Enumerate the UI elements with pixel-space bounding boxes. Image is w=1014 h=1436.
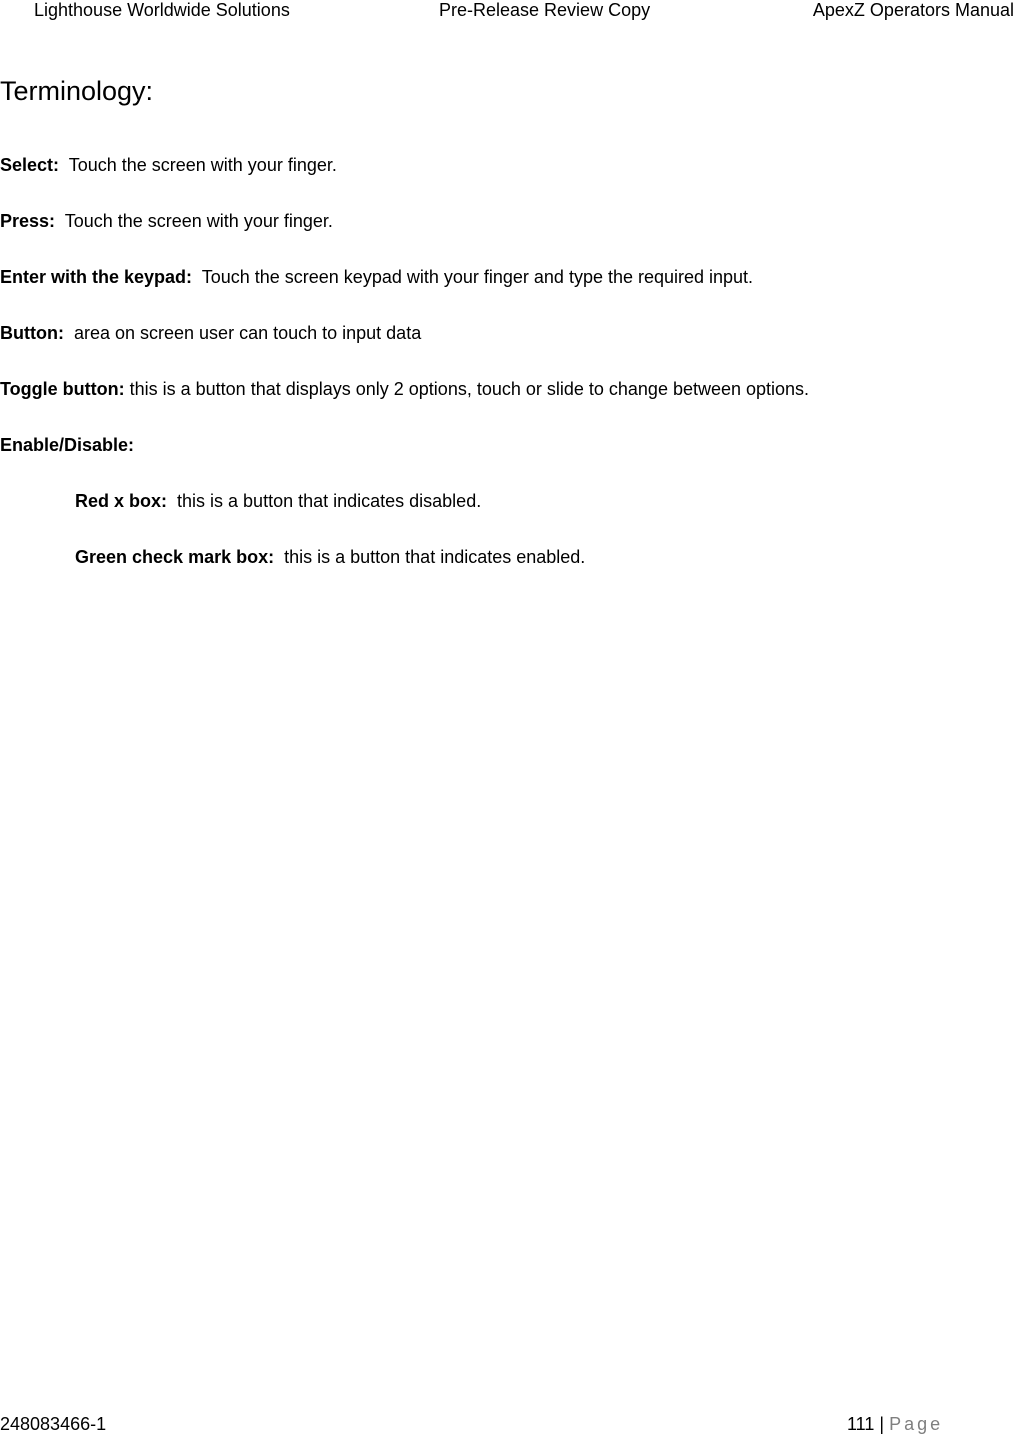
document-number: 248083466-1: [0, 1414, 107, 1434]
term-green-check-box: [75, 546, 585, 568]
term-label: Select:: [0, 155, 60, 175]
header-manual-title: ApexZ Operators Manual: [812, 0, 1014, 20]
page-number: 111: [847, 1414, 875, 1434]
term-definition: this is a button that indicates disabled.: [167, 491, 482, 511]
term-press: [0, 210, 333, 232]
term-definition: Touch the screen with your finger.: [59, 155, 337, 175]
term-toggle-button: [0, 378, 809, 400]
section-title: Terminology:: [0, 76, 154, 106]
term-label: Press:: [0, 211, 56, 231]
page-separator: |: [874, 1414, 890, 1434]
term-label: Red x box:: [75, 491, 168, 511]
page-word: Page: [889, 1414, 944, 1434]
term-label: Enable/Disable:: [0, 435, 135, 455]
header-company: Lighthouse Worldwide Solutions: [34, 0, 290, 20]
term-enter-keypad: [0, 266, 753, 288]
header-review-copy: Pre-Release Review Copy: [439, 0, 651, 20]
term-select: [0, 154, 337, 176]
page-indicator: [847, 1413, 943, 1435]
term-definition: this is a button that displays only 2 options, touch or slide to change between options.: [124, 379, 810, 399]
term-button: [0, 322, 421, 344]
term-label: Green check mark box:: [75, 547, 275, 567]
term-red-x-box: [75, 490, 481, 512]
term-label: Toggle button:: [0, 379, 125, 399]
term-definition: Touch the screen with your finger.: [55, 211, 333, 231]
term-label: Enter with the keypad:: [0, 267, 193, 287]
term-definition: Touch the screen keypad with your finger and type the required input.: [192, 267, 754, 287]
page-header: [0, 0, 1014, 24]
term-definition: area on screen user can touch to input data: [63, 323, 422, 343]
term-definition: this is a button that indicates enabled.: [274, 547, 586, 567]
term-enable-disable: [0, 434, 134, 456]
page-footer: [0, 1413, 1014, 1435]
term-label: Button:: [0, 323, 64, 343]
